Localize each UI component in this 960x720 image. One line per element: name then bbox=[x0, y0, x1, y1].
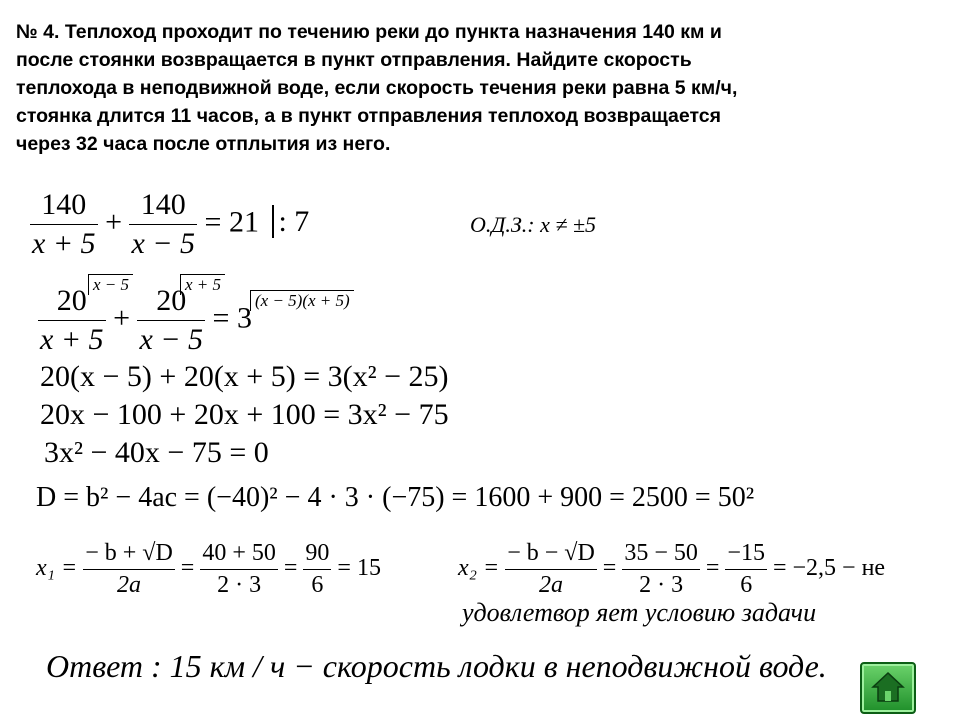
home-button[interactable] bbox=[860, 662, 916, 714]
problem-line: через 32 часа после отплытия из него. bbox=[16, 133, 391, 155]
root-x1: x₁ = $\frac{- b + √D}{2a}$ = $\frac{40 + 50}{2 \cdot 3}$ = $\frac{90}{6}$ = 15 bbox=[36, 540, 381, 598]
problem-statement bbox=[16, 18, 916, 158]
home-icon bbox=[870, 670, 906, 704]
root-x2-note: удовлетвор яет условию задачи bbox=[462, 598, 817, 627]
root-x2: x₂ = $\frac{- b - √D}{2a}$ = $\frac{35 - 50}{2 \cdot 3}$ = $\frac{-15}{6}$ = −2,5 − не bbox=[458, 540, 886, 598]
answer: Ответ : 15 км / ч − скорость лодки в неподвижной воде. bbox=[46, 648, 827, 684]
problem-line: стоянка длится 11 часов, а в пункт отправления теплоход возвращается bbox=[16, 105, 722, 127]
equation-4: 20x − 100 + 20x + 100 = 3x² − 75 bbox=[40, 398, 449, 431]
multiplier-b: x + 5 bbox=[180, 274, 225, 295]
problem-line: после стоянки возвращается в пункт отправления. Найдите скорость bbox=[16, 49, 692, 71]
odz-condition: О.Д.З.: x ≠ ±5 bbox=[470, 212, 597, 237]
multiplier-a: x − 5 bbox=[88, 274, 133, 295]
equation-3: 20(x − 5) + 20(x + 5) = 3(x² − 25) bbox=[40, 360, 449, 393]
discriminant: D = b² − 4ac = (−40)² − 4 · 3 · (−75) = 1600 + 900 = 2500 = 50² bbox=[36, 482, 755, 513]
problem-line: № 4. Теплоход проходит по течению реки до пункта назначения 140 км и bbox=[16, 21, 722, 43]
multiplier-rhs: (x − 5)(x + 5) bbox=[250, 290, 354, 311]
equation-5: 3x² − 40x − 75 = 0 bbox=[44, 436, 269, 469]
problem-line: теплохода в неподвижной воде, если скорость течения реки равна 5 км/ч, bbox=[16, 77, 738, 99]
equation-1: $\frac{140}{x + 5}$ + $\frac{140}{x - 5}$ = 21 : 7 bbox=[32, 188, 310, 260]
equation-2: $\frac{20}{x + 5}$ + $\frac{20}{x - 5}$ = 3 bbox=[40, 284, 252, 356]
